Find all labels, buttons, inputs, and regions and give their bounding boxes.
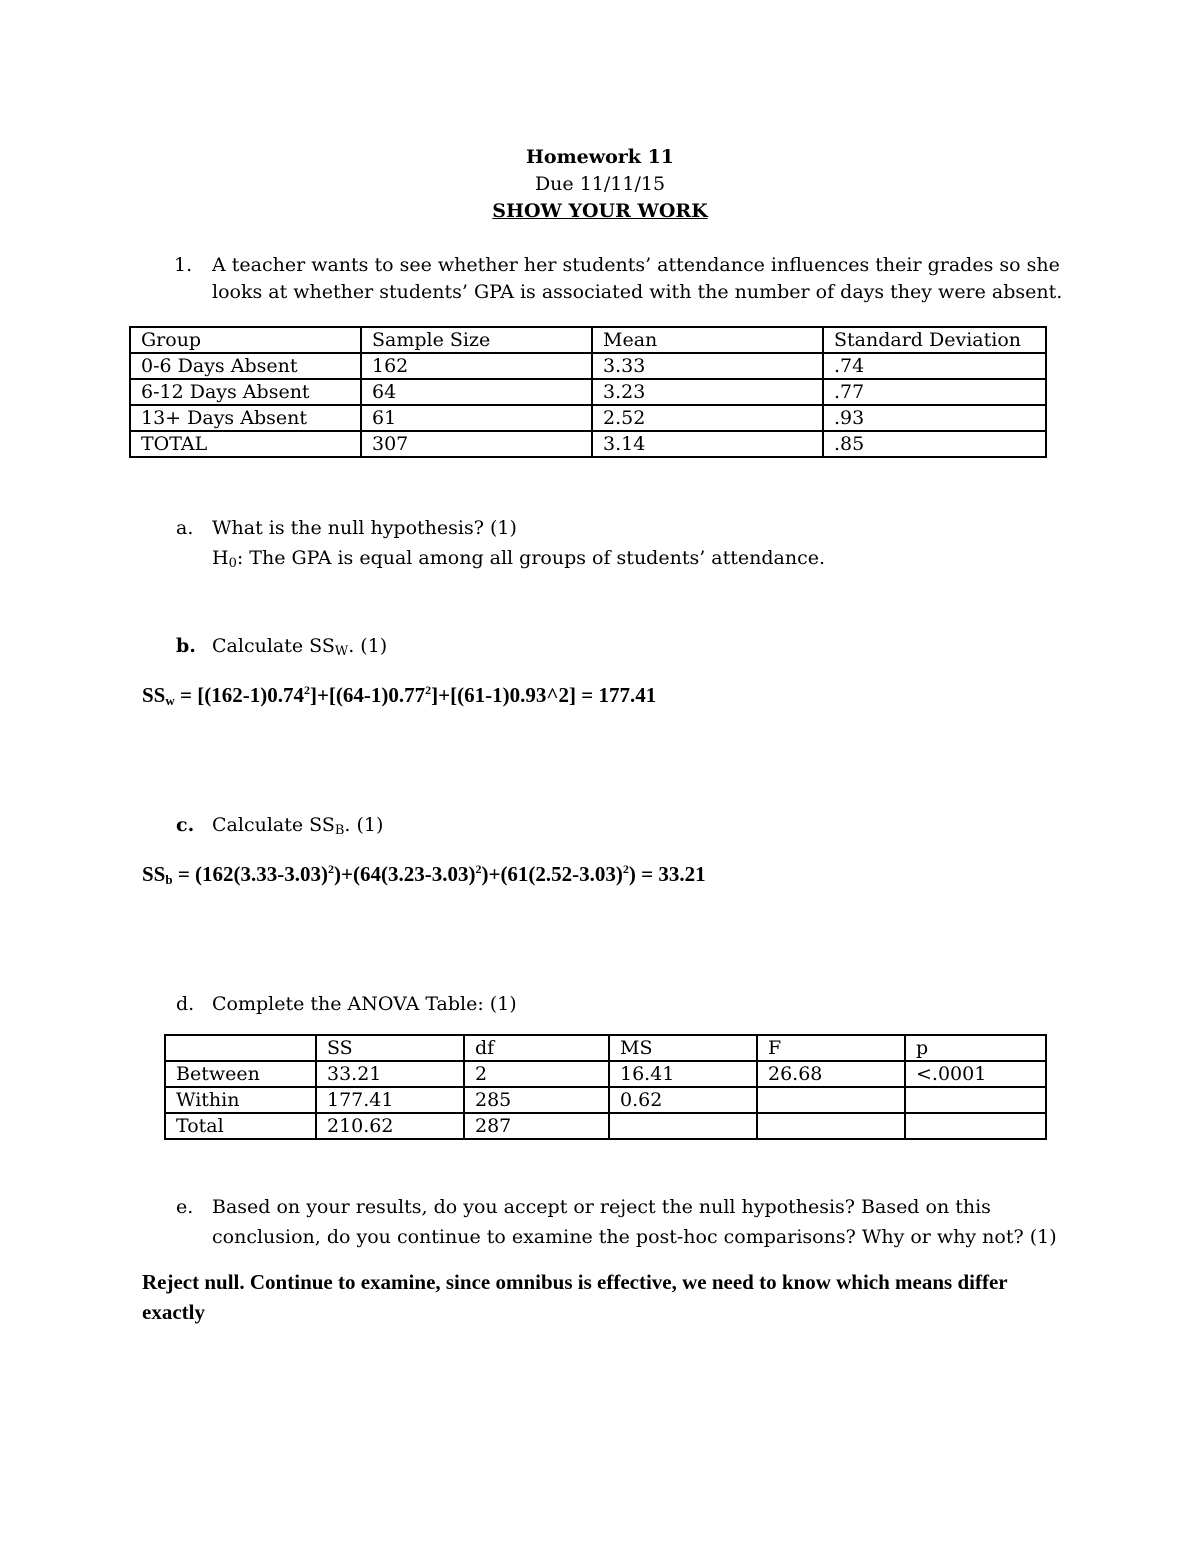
part-b-letter: b. — [176, 635, 196, 657]
ssb-formula — [142, 855, 706, 894]
ssw-symbol: SS — [142, 683, 166, 707]
anova-table — [164, 1034, 1047, 1140]
table-header-cell: df — [464, 1035, 609, 1061]
table-cell — [905, 1087, 1046, 1113]
ssb-term-1: = (162(3.33-3.03) — [172, 862, 329, 886]
instruction-heading — [0, 199, 1200, 223]
part-c-question-subscript: B — [334, 823, 345, 838]
table-cell: <.0001 — [905, 1061, 1046, 1087]
part-e-answer: Reject null. Continue to examine, since omnibus is effective, we need to know which means differ exactly — [142, 1270, 1008, 1324]
table-header-cell: F — [757, 1035, 905, 1061]
part-c-question-suffix: . (1) — [344, 814, 384, 836]
table-cell: Within — [165, 1087, 316, 1113]
table-cell: 210.62 — [316, 1113, 464, 1139]
null-hypothesis-subscript: 0 — [228, 556, 237, 571]
ssw-exponent-1: 2 — [303, 683, 310, 697]
table-cell: 162 — [361, 353, 592, 379]
ssw-subscript: w — [165, 693, 175, 708]
part-c-letter: c. — [176, 814, 195, 836]
part-b-question-suffix: . (1) — [348, 635, 388, 657]
table-header-cell: Group — [130, 327, 361, 353]
due-date: Due 11/11/15 — [534, 173, 666, 195]
table-cell — [757, 1113, 905, 1139]
table-cell: .93 — [823, 405, 1046, 431]
table-cell: 64 — [361, 379, 592, 405]
table-cell: 16.41 — [609, 1061, 757, 1087]
table-header-row — [130, 327, 1046, 353]
instruction-text: SHOW YOUR WORK — [492, 200, 708, 222]
null-hypothesis-text: : The GPA is equal among all groups of students’ attendance. — [236, 547, 826, 569]
part-a-question: What is the null hypothesis? (1) — [212, 517, 517, 539]
table-cell: 3.14 — [592, 431, 823, 457]
ssb-exponent-1: 2 — [328, 862, 335, 876]
table-header-row — [165, 1035, 1046, 1061]
question-1-number: 1. — [174, 254, 193, 276]
ssw-exponent-2: 2 — [425, 683, 432, 697]
table-cell: 2 — [464, 1061, 609, 1087]
table-row — [130, 431, 1046, 457]
table-cell: .85 — [823, 431, 1046, 457]
table-row — [130, 379, 1046, 405]
part-e-line-2: conclusion, do you continue to examine the post-hoc comparisons? Why or why not? (1) — [212, 1226, 1057, 1248]
table-cell — [905, 1113, 1046, 1139]
ssw-term-3: ]+[(61-1)0.93^2] = 177.41 — [431, 683, 657, 707]
table-cell: 13+ Days Absent — [130, 405, 361, 431]
table-header-cell: MS — [609, 1035, 757, 1061]
part-e-letter: e. — [176, 1196, 194, 1218]
table-cell: Between — [165, 1061, 316, 1087]
table-row — [165, 1113, 1046, 1139]
table-header-cell: p — [905, 1035, 1046, 1061]
part-a-answer — [212, 546, 825, 576]
table-header-cell — [165, 1035, 316, 1061]
question-1-line-1: A teacher wants to see whether her students’ attendance influences their grades so she — [212, 254, 1060, 276]
table-cell: 61 — [361, 405, 592, 431]
part-d-letter: d. — [176, 993, 195, 1015]
ssb-subscript: b — [165, 872, 173, 887]
table-cell — [609, 1113, 757, 1139]
table-cell — [757, 1087, 905, 1113]
part-e-line-1: Based on your results, do you accept or reject the null hypothesis? Based on this — [212, 1196, 991, 1218]
table-row — [130, 405, 1046, 431]
table-header-cell: Standard Deviation — [823, 327, 1046, 353]
table-cell: 287 — [464, 1113, 609, 1139]
part-b-question-text: Calculate SS — [212, 635, 335, 657]
table-cell: 3.33 — [592, 353, 823, 379]
table-row — [130, 353, 1046, 379]
table-cell: 2.52 — [592, 405, 823, 431]
table-cell: Total — [165, 1113, 316, 1139]
page-title: Homework 11 — [525, 146, 675, 168]
table-cell: .77 — [823, 379, 1046, 405]
ssb-exponent-2: 2 — [475, 862, 482, 876]
table-header-cell: Sample Size — [361, 327, 592, 353]
table-cell: 0.62 — [609, 1087, 757, 1113]
ssw-formula — [142, 676, 656, 715]
ssb-term-2: )+(64(3.23-3.03) — [334, 862, 476, 886]
table-row — [165, 1061, 1046, 1087]
question-1-line-2: looks at whether students’ GPA is associated with the number of days they were absent. — [212, 281, 1063, 303]
part-a-letter: a. — [176, 517, 194, 539]
part-c-question-text: Calculate SS — [212, 814, 335, 836]
ssb-term-4: ) = 33.21 — [628, 862, 706, 886]
table-cell: 307 — [361, 431, 592, 457]
group-statistics-table — [129, 326, 1047, 458]
table-header-cell: SS — [316, 1035, 464, 1061]
ssb-symbol: SS — [142, 862, 166, 886]
table-row — [165, 1087, 1046, 1113]
ssb-term-3: )+(61(2.52-3.03) — [481, 862, 623, 886]
table-cell: 0-6 Days Absent — [130, 353, 361, 379]
table-cell: 285 — [464, 1087, 609, 1113]
ssw-term-2: ]+[(64-1)0.77 — [309, 683, 426, 707]
part-b-question — [212, 634, 387, 664]
table-cell: .74 — [823, 353, 1046, 379]
table-cell: TOTAL — [130, 431, 361, 457]
part-d-question: Complete the ANOVA Table: (1) — [212, 993, 517, 1015]
table-header-cell: Mean — [592, 327, 823, 353]
table-cell: 177.41 — [316, 1087, 464, 1113]
null-hypothesis-symbol: H — [212, 547, 229, 569]
part-c-question — [212, 813, 383, 843]
ssw-term-1: = [(162-1)0.74 — [174, 683, 304, 707]
table-cell: 26.68 — [757, 1061, 905, 1087]
table-cell: 6-12 Days Absent — [130, 379, 361, 405]
part-b-question-subscript: W — [334, 644, 349, 659]
table-cell: 3.23 — [592, 379, 823, 405]
table-cell: 33.21 — [316, 1061, 464, 1087]
ssb-exponent-3: 2 — [622, 862, 629, 876]
